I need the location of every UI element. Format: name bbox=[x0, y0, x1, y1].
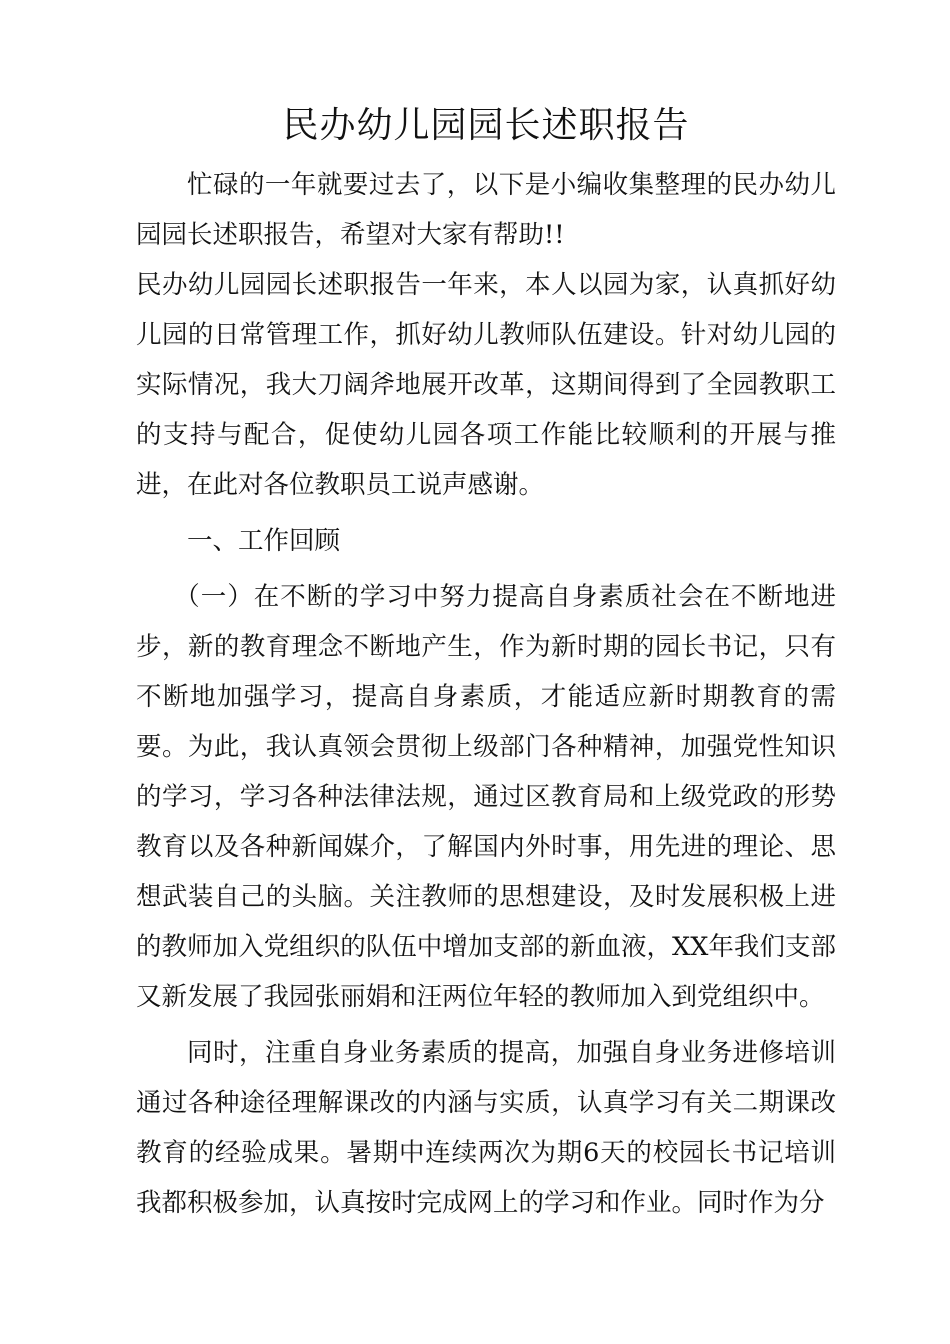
study-paragraph: （一）在不断的学习中努力提高自身素质社会在不断地进步，新的教育理念不断地产生，作为新时期的园长书记，只有不断地加强学习，提高自身素质，才能适应新时期教育的需要。为此，我认真领会贯彻上级部门各种精神，加强党性知识的学习，学习各种法律法规，通过区教育局和上级党政的形势教育以及各种新闻媒介，了解国内外时事，用先进的理论、思想武装自己的头脑。关注教师的思想建设，及时发展积极上进的教师加入党组织的队伍中增加支部的新血液，XX年我们支部又新发展了我园张丽娟和汪两位年轻的教师加入到党组织中。 bbox=[136, 582, 836, 1012]
section-heading-work-review: 一、工作回顾 bbox=[187, 526, 341, 556]
document-title: 民办幼儿园园长述职报告 bbox=[282, 105, 690, 146]
intro-paragraph: 忙碌的一年就要过去了，以下是小编收集整理的民办幼儿园园长述职报告，希望对大家有帮助!! bbox=[136, 170, 836, 250]
summary-paragraph: 民办幼儿园园长述职报告一年来，本人以园为家，认真抓好幼儿园的日常管理工作，抓好幼儿教师队伍建设。针对幼儿园的实际情况，我大刀阔斧地展开改革，这期间得到了全园教职工的支持与配合，促使幼儿园各项工作能比较顺利的开展与推进，在此对各位教职员工说声感谢。 bbox=[136, 270, 836, 500]
document-page bbox=[136, 96, 836, 1228]
training-paragraph: 同时，注重自身业务素质的提高，加强自身业务进修培训通过各种途径理解课改的内涵与实质，认真学习有关二期课改教育的经验成果。暑期中连续两次为期6天的校园长书记培训我都积极参加，认真按时完成网上的学习和作业。同时作为分 bbox=[136, 1038, 836, 1218]
